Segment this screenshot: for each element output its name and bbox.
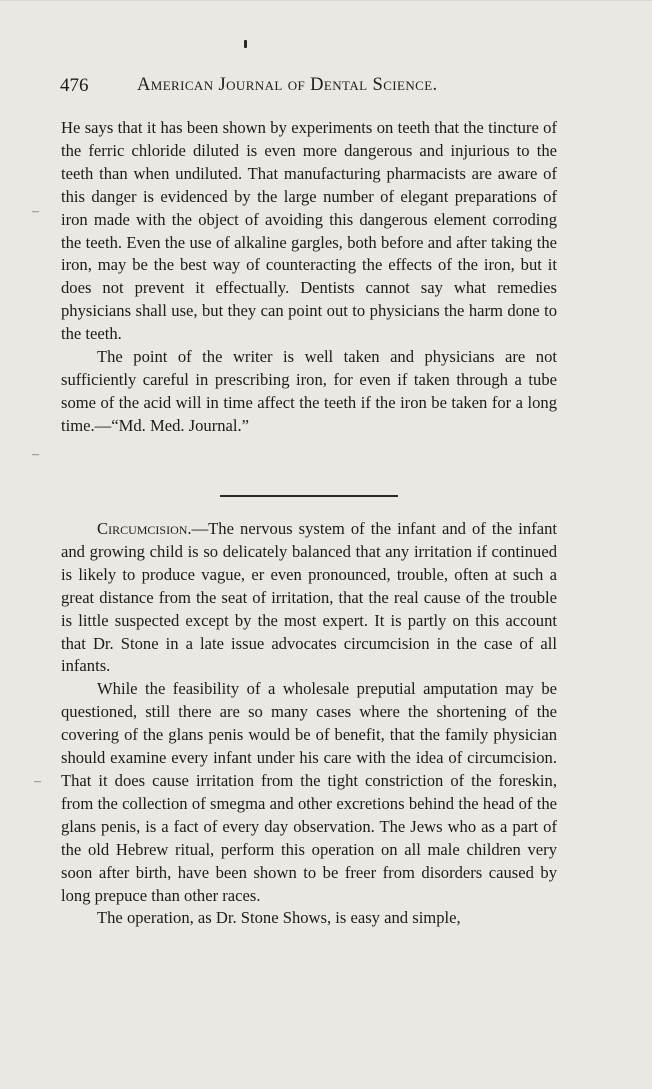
article-heading: Circumcision. bbox=[97, 519, 192, 538]
margin-dash: – bbox=[32, 447, 39, 462]
section-divider bbox=[220, 495, 398, 497]
paragraph bbox=[61, 518, 557, 678]
margin-dash: – bbox=[34, 774, 41, 789]
paragraph: While the feasibility of a wholesale preputial amputation may be questioned, still there are so many cases where the shortening of the covering of the glans penis would be of benefit, that the family physician should examine every infant under his care with the idea of circumcision. That it does cause irritation from the tight constriction of the foreskin, from the collection of smegma and other excretions behind the head of the glans penis, is a fact of every day observation. The Jews who as a part of the old Hebrew ritual, perform this operation on all male children very soon after birth, have been shown to be freer from disorders caused by long prepuce than other races. bbox=[61, 679, 557, 905]
page-edge bbox=[0, 0, 652, 1]
paragraph: The operation, as Dr. Stone Shows, is easy and simple, bbox=[97, 908, 461, 928]
running-title: American Journal of Dental Science. bbox=[137, 75, 438, 95]
margin-dash: – bbox=[32, 204, 39, 219]
paragraph: He says that it has been shown by experiments on teeth that the tincture of the ferric chloride diluted is even more dangerous and injurious to the teeth than when undiluted. That manufacturing pharmacists are aware of this danger is evidenced by the large number of elegant preparations of iron made with the object of avoiding this dangerous element corroding the teeth. Even the use of alkaline gargles, both before and after taking the iron, may be the best way of counteracting the effects of the iron, but it does not prevent it effectually. Dentists cannot say what remedies physicians shall use, but they can point out to physicians the harm done to the teeth. bbox=[61, 118, 557, 344]
article-iron-teeth bbox=[61, 117, 557, 438]
page-header bbox=[60, 75, 592, 103]
lead-text: —The nervous system of the infant and of the infant and growing child is so delicately balanced that any irritation if continued is likely to produce vague, er even pronounced, trouble, often at such a great distance from the seat of irritation, that the real cause of the trouble is little suspected except by the most expert. It is partly on this account that Dr. Stone in a late issue advocates circumcision in the case of all infants. bbox=[61, 519, 557, 676]
page-number: 476 bbox=[60, 75, 89, 96]
ink-speck bbox=[244, 40, 247, 48]
paragraph: The point of the writer is well taken and physicians are not sufficiently careful in prescribing iron, for even if taken through a tube some of the acid will in time affect the teeth if the iron be taken for a long time.—“Md. Med. Journal.” bbox=[61, 347, 557, 435]
article-circumcision bbox=[61, 518, 557, 930]
